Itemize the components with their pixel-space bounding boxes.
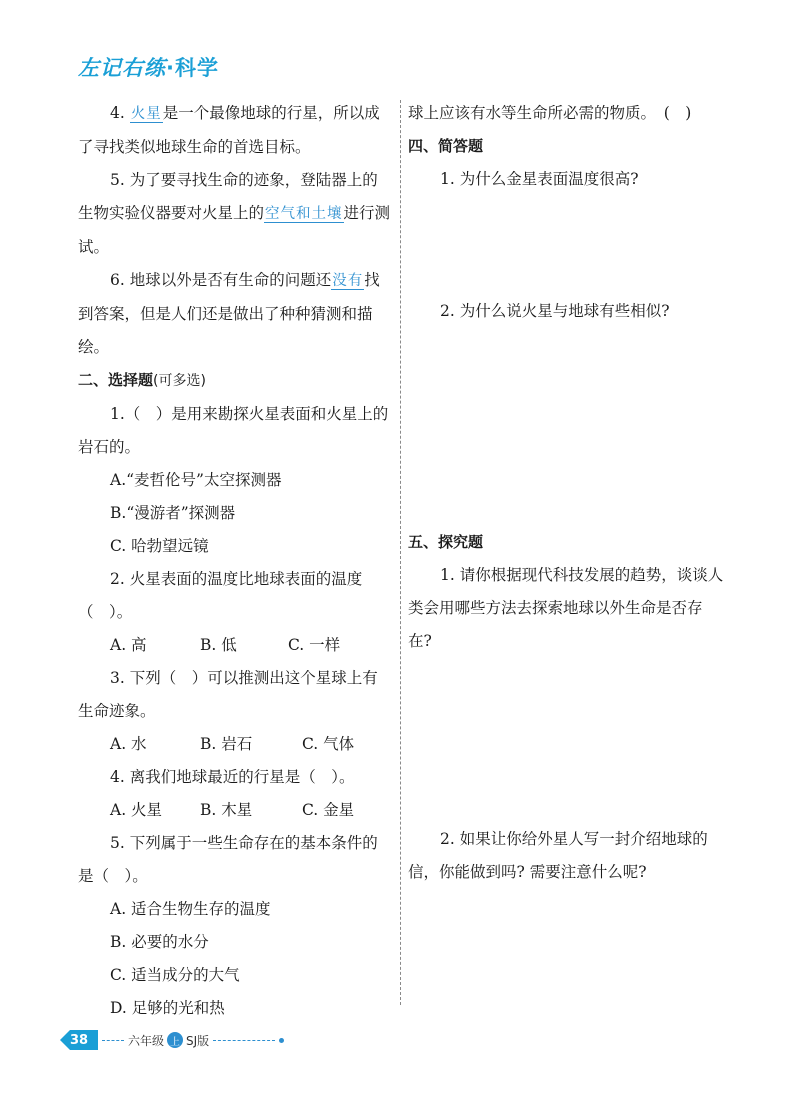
- section-explore-title: 五、探究题: [408, 533, 484, 551]
- answer-space[interactable]: [408, 196, 726, 295]
- grade-label: 六年级: [128, 1033, 165, 1048]
- explore-question-1: 1. 请你根据现代科技发展的趋势，谈谈人类会用哪些方法去探索地球以外生命是否存在?: [408, 566, 724, 650]
- section-short-answer-title: 四、简答题: [408, 137, 484, 155]
- choice-option: A. 高: [110, 636, 147, 654]
- term-badge: 上: [167, 1032, 183, 1048]
- judge-question-continued: 球上应该有水等生命所必需的物质。 ( ): [408, 104, 692, 122]
- choice-option: D. 足够的光和热: [110, 999, 225, 1017]
- right-column: [408, 97, 726, 889]
- section-choice-title: 二、选择题(可多选): [78, 371, 206, 389]
- choice-option: C. 适当成分的大气: [110, 966, 240, 984]
- choice-option: B.“漫游者”探测器: [110, 504, 236, 522]
- page-header: [78, 52, 219, 82]
- handwritten-answer: 火星: [130, 106, 162, 122]
- footer-dash: [213, 1040, 275, 1041]
- choice-option: B. 必要的水分: [110, 933, 209, 951]
- answer-space[interactable]: [408, 328, 726, 526]
- choice-question-2: 2. 火星表面的温度比地球表面的温度（ ）。: [78, 570, 363, 621]
- handwritten-answer: 没有: [332, 273, 364, 289]
- short-question-2: 2. 为什么说火星与地球有些相似?: [440, 302, 670, 320]
- fill-question-6: 6. 地球以外是否有生命的问题还没有找到答案，但是人们还是做出了种种猜测和描绘。: [78, 271, 380, 356]
- footer-dash: [102, 1040, 124, 1041]
- choice-question-3: 3. 下列（ ）可以推测出这个星球上有生命迹象。: [78, 669, 378, 720]
- choice-option: C. 金星: [302, 801, 355, 819]
- edition-label: SJ版: [186, 1033, 210, 1048]
- fill-question-4: 4. 火星是一个最像地球的行星，所以成了寻找类似地球生命的首选目标。: [78, 104, 380, 156]
- page-footer: [60, 1030, 284, 1050]
- choice-option: C. 气体: [302, 735, 355, 753]
- choice-options-row: [78, 629, 392, 662]
- handwritten-answer: 空气和土壤: [265, 206, 343, 222]
- choice-option: B. 岩石: [200, 735, 253, 753]
- subject-title: 科学: [174, 56, 219, 80]
- choice-question-5: 5. 下列属于一些生命存在的基本条件的是（ ）。: [78, 834, 378, 885]
- explore-question-2: 2. 如果让你给外星人写一封介绍地球的信，你能做到吗? 需要注意什么呢?: [408, 830, 708, 881]
- choice-options-row: [78, 794, 392, 827]
- choice-option: C. 哈勃望远镜: [110, 537, 209, 555]
- choice-option: C. 一样: [288, 636, 341, 654]
- fill-question-5: 5. 为了要寻找生命的迹象，登陆器上的生物实验仪器要对火星上的空气和土壤进行测试。: [78, 171, 391, 256]
- brand-title: 左记右练: [78, 56, 166, 80]
- choice-question-1: 1.（ ）是用来勘探火星表面和火星上的岩石的。: [78, 405, 389, 456]
- short-question-1: 1. 为什么金星表面温度很高?: [440, 170, 639, 188]
- header-dot: ·: [166, 56, 175, 80]
- column-divider: [400, 100, 401, 1005]
- choice-option: A.“麦哲伦号”太空探测器: [110, 471, 282, 489]
- choice-option: A. 水: [110, 735, 147, 753]
- choice-option: B. 低: [200, 636, 237, 654]
- choice-options-row: [78, 728, 392, 761]
- footer-dot: [279, 1038, 284, 1043]
- choice-option: B. 木星: [200, 801, 253, 819]
- page-number: 38: [60, 1030, 98, 1050]
- choice-question-4: 4. 离我们地球最近的行星是（ ）。: [110, 768, 355, 786]
- answer-space[interactable]: [408, 658, 726, 823]
- left-column: [78, 97, 392, 1025]
- choice-option: A. 适合生物生存的温度: [110, 900, 271, 918]
- choice-option: A. 火星: [110, 801, 163, 819]
